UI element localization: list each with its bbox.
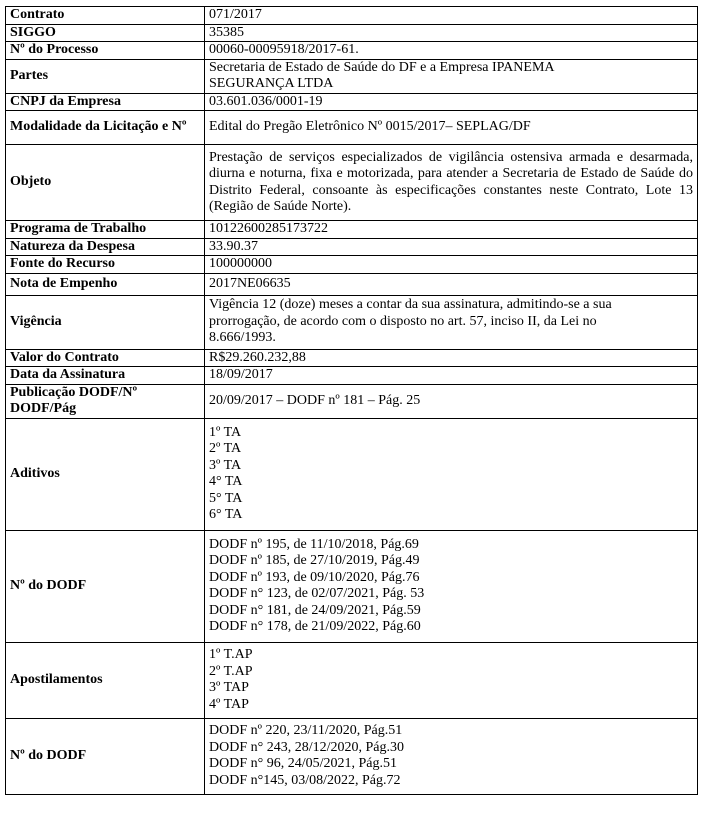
value-line: DODF nº 195, de 11/10/2018, Pág.69 xyxy=(209,536,419,552)
table-row xyxy=(6,418,698,530)
value-line: DODF nº 185, de 27/10/2019, Pág.49 xyxy=(209,553,420,568)
row-value xyxy=(205,59,698,93)
row-value xyxy=(205,273,698,295)
value-line: 2º T.AP xyxy=(209,663,253,679)
table-row xyxy=(6,93,698,111)
value-line: 1º T.AP xyxy=(209,647,253,662)
value-line: DODF n° 243, 28/12/2020, Pág.30 xyxy=(209,739,404,755)
value-line: Secretaria de Estado de Saúde do DF e a Empresa IPANEMA xyxy=(209,59,555,75)
row-label: Nota de Empenho xyxy=(6,273,205,295)
value-line: Prestação de serviços especializados de vigilância ostensiva armada e desarmada, diurna e noturna, fixa e motorizada, para atender a Secretaria de Estado de Saúde do Distrito Federal, consoante às especificações constantes neste Contrato, Lote 13 (Região de Saúde Norte). xyxy=(209,149,693,214)
contract-table xyxy=(5,6,698,795)
table-row xyxy=(6,718,698,794)
value-line: 03.601.036/0001-19 xyxy=(209,93,323,109)
row-value xyxy=(205,642,698,718)
row-label: Objeto xyxy=(6,145,205,221)
value-line: DODF nº 220, 23/11/2020, Pág.51 xyxy=(209,723,403,738)
row-label: Publicação DODF/Nº DODF/Pág xyxy=(6,384,205,418)
table-row xyxy=(6,7,698,25)
row-label: Natureza da Despesa xyxy=(6,238,205,256)
value-line: DODF n°145, 03/08/2022, Pág.72 xyxy=(209,772,401,788)
row-value xyxy=(205,221,698,239)
row-value xyxy=(205,24,698,42)
row-label: Data da Assinatura xyxy=(6,367,205,385)
row-value xyxy=(205,718,698,794)
row-value xyxy=(205,295,698,349)
value-line: 20/09/2017 – DODF nº 181 – Pág. 25 xyxy=(209,392,421,408)
row-label: Apostilamentos xyxy=(6,642,205,718)
table-row xyxy=(6,24,698,42)
row-label: Contrato xyxy=(6,7,205,25)
row-value xyxy=(205,93,698,111)
row-label: SIGGO xyxy=(6,24,205,42)
table-row xyxy=(6,367,698,385)
row-value xyxy=(205,7,698,25)
row-value xyxy=(205,256,698,274)
table-row xyxy=(6,238,698,256)
contract-rows xyxy=(6,7,698,795)
row-label: Partes xyxy=(6,59,205,93)
value-line: 2017NE06635 xyxy=(209,275,291,291)
value-line: 35385 xyxy=(209,24,244,40)
row-label: Valor do Contrato xyxy=(6,349,205,367)
value-line: DODF n° 181, de 24/09/2021, Pág.59 xyxy=(209,602,421,618)
row-value xyxy=(205,418,698,530)
value-line: 1º TA xyxy=(209,424,242,440)
table-row xyxy=(6,295,698,349)
row-value xyxy=(205,367,698,385)
value-line: Edital do Pregão Eletrônico Nº 0015/2017– SEPLAG/DF xyxy=(209,119,531,135)
value-line: 8.666/1993. xyxy=(209,330,276,346)
value-line: 5° TA xyxy=(209,490,243,506)
table-row xyxy=(6,349,698,367)
value-line: 2º TA xyxy=(209,441,242,456)
table-row xyxy=(6,256,698,274)
value-line: R$29.260.232,88 xyxy=(209,349,306,365)
value-line: 071/2017 xyxy=(209,7,262,22)
row-value xyxy=(205,530,698,642)
value-line: 4º TAP xyxy=(209,696,249,712)
value-line: 10122600285173722 xyxy=(209,221,328,236)
row-label: CNPJ da Empresa xyxy=(6,93,205,111)
table-row xyxy=(6,42,698,60)
value-line: 100000000 xyxy=(209,256,272,271)
row-label: Programa de Trabalho xyxy=(6,221,205,239)
row-value xyxy=(205,111,698,145)
value-line: 6° TA xyxy=(209,507,243,522)
row-label: Aditivos xyxy=(6,418,205,530)
row-label: Nº do DODF xyxy=(6,718,205,794)
table-row xyxy=(6,145,698,221)
row-value xyxy=(205,42,698,60)
value-line: 4° TA xyxy=(209,474,243,489)
value-line: 3º TAP xyxy=(209,680,249,695)
value-line: Vigência 12 (doze) meses a contar da sua assinatura, admitindo-se a sua xyxy=(209,297,612,313)
table-row xyxy=(6,642,698,718)
value-line: prorrogação, de acordo com o disposto no art. 57, inciso II, da Lei no xyxy=(209,313,597,329)
row-label: Nº do DODF xyxy=(6,530,205,642)
value-line: SEGURANÇA LTDA xyxy=(209,76,334,91)
row-value xyxy=(205,145,698,221)
value-line: 00060-00095918/2017-61. xyxy=(209,42,359,57)
value-line: 18/09/2017 xyxy=(209,367,273,382)
row-label: Nº do Processo xyxy=(6,42,205,60)
table-row xyxy=(6,384,698,418)
row-label: Fonte do Recurso xyxy=(6,256,205,274)
table-row xyxy=(6,221,698,239)
row-label: Vigência xyxy=(6,295,205,349)
value-line: DODF n° 123, de 02/07/2021, Pág. 53 xyxy=(209,586,425,601)
row-label: Modalidade da Licitação e Nº xyxy=(6,111,205,145)
value-line: DODF n° 178, de 21/09/2022, Pág.60 xyxy=(209,619,421,634)
table-row xyxy=(6,59,698,93)
value-line: DODF n° 96, 24/05/2021, Pág.51 xyxy=(209,756,397,771)
table-row xyxy=(6,273,698,295)
value-line: 33.90.37 xyxy=(209,238,258,254)
row-value xyxy=(205,349,698,367)
value-line: DODF nº 193, de 09/10/2020, Pág.76 xyxy=(209,569,420,585)
row-value xyxy=(205,384,698,418)
table-row xyxy=(6,530,698,642)
row-value xyxy=(205,238,698,256)
value-line: 3º TA xyxy=(209,457,242,473)
table-row xyxy=(6,111,698,145)
